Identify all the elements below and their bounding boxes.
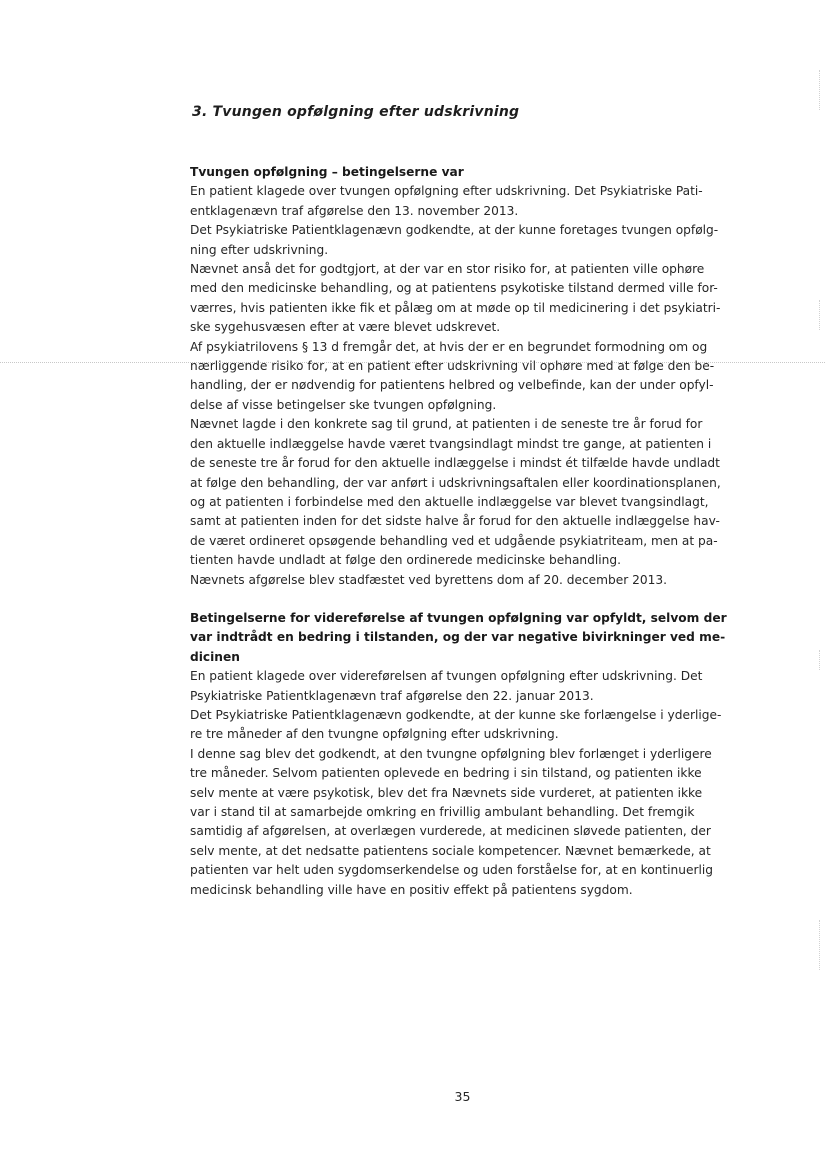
body-line: selv mente at være psykotisk, blev det fra Nævnets side vurderet, at patienten ikke <box>190 785 703 800</box>
body-line: Det Psykiatriske Patientklagenævn godkendte, at der kunne foretages tvungen opfølg- <box>190 223 719 238</box>
body-line: En patient klagede over videreførelsen af tvungen opfølgning efter udskrivning. Det <box>190 669 703 684</box>
body-line: patienten var helt uden sygdomserkendelse og uden forståelse for, at en kontinuerlig <box>190 863 714 878</box>
heading-line: Tvungen opfølgning – betingelserne var <box>190 165 464 179</box>
scan-edge-mark <box>819 70 821 110</box>
body-line: den aktuelle indlæggelse havde været tvangsindlagt mindst tre gange, at patienten i <box>190 436 712 451</box>
body-line: nærliggende risiko for, at en patient efter udskrivning vil ophøre med at følge den be- <box>190 359 715 374</box>
section-heading <box>190 163 742 182</box>
body-line: I denne sag blev det godkendt, at den tvungne opfølgning blev forlænget i yderligere <box>190 746 712 761</box>
heading-line: var indtrådt en bedring i tilstanden, og der var negative bivirkninger ved me- <box>190 630 726 645</box>
body-line: medicinsk behandling ville have en positiv effekt på patientens sygdom. <box>190 882 633 897</box>
body-line: de været ordineret opsøgende behandling ved et udgående psykiatriteam, men at pa- <box>190 533 718 548</box>
body-line: samtidig af afgørelsen, at overlægen vurderede, at medicinen sløvede patienten, der <box>190 824 711 839</box>
body-line: selv mente, at det nedsatte patientens sociale kompetencer. Nævnet bemærkede, at <box>190 843 711 858</box>
body-line: samt at patienten inden for det sidste halve år forud for den aktuelle indlæggelse hav- <box>190 514 720 529</box>
body-line: entklagenævn traf afgørelse den 13. november 2013. <box>190 203 519 218</box>
body-line: med den medicinske behandling, og at patientens psykotiske tilstand dermed ville for- <box>190 281 718 296</box>
body-line: ning efter udskrivning. <box>190 242 329 257</box>
body-line: at følge den behandling, der var anført i udskrivningsaftalen eller koordinationsplanen, <box>190 475 721 490</box>
section-heading <box>190 609 742 667</box>
section-body <box>190 667 742 900</box>
body-line: Nævnet lagde i den konkrete sag til grund, at patienten i de seneste tre år forud for <box>190 417 703 432</box>
body-line: En patient klagede over tvungen opfølgning efter udskrivning. Det Psykiatriske Pati- <box>190 184 703 199</box>
chapter-content <box>190 163 742 900</box>
scan-edge-mark <box>819 650 821 670</box>
body-line: Nævnet anså det for godtgjort, at der var en stor risiko for, at patienten ville ophøre <box>190 262 705 277</box>
case-section-2 <box>190 609 742 900</box>
heading-line: Betingelserne for videreførelse af tvungen opfølgning var opfyldt, selvom der <box>190 610 727 625</box>
body-line: de seneste tre år forud for den aktuelle indlæggelse i mindst ét tilfælde havde undladt <box>190 456 720 471</box>
body-line: handling, der er nødvendig for patientens helbred og velbefinde, kan der under opfyl- <box>190 378 714 393</box>
body-line: Psykiatriske Patientklagenævn traf afgørelse den 22. januar 2013. <box>190 688 594 703</box>
body-line: værres, hvis patienten ikke fik et pålæg om at møde op til medicinering i det psykiatri- <box>190 300 721 315</box>
section-body <box>190 182 742 590</box>
chapter-title: 3. Tvungen opfølgning efter udskrivning <box>192 104 520 120</box>
body-line: var i stand til at samarbejde omkring en frivillig ambulant behandling. Det fremgik <box>190 805 695 819</box>
body-line: tienten havde undladt at følge den ordinerede medicinske behandling. <box>190 553 621 568</box>
case-section-1 <box>190 163 742 590</box>
body-line: Nævnets afgørelse blev stadfæstet ved byrettens dom af 20. december 2013. <box>190 572 668 587</box>
heading-line: dicinen <box>190 649 240 664</box>
body-line: re tre måneder af den tvungne opfølgning efter udskrivning. <box>190 727 559 742</box>
body-line: delse af visse betingelser ske tvungen opfølgning. <box>190 397 497 412</box>
body-line: Af psykiatrilovens § 13 d fremgår det, at hvis der er en begrundet formodning om og <box>190 339 708 354</box>
body-line: ske sygehusvæsen efter at være blevet udskrevet. <box>190 320 501 335</box>
page-number: 35 <box>454 1089 471 1104</box>
scan-edge-mark <box>819 300 821 330</box>
body-line: og at patienten i forbindelse med den aktuelle indlæggelse var blevet tvangsindlagt, <box>190 494 709 509</box>
body-line: Det Psykiatriske Patientklagenævn godkendte, at der kunne ske forlængelse i yderlige- <box>190 707 722 722</box>
scan-edge-mark <box>819 920 821 970</box>
body-line: tre måneder. Selvom patienten oplevede en bedring i sin tilstand, og patienten ikke <box>190 766 702 781</box>
